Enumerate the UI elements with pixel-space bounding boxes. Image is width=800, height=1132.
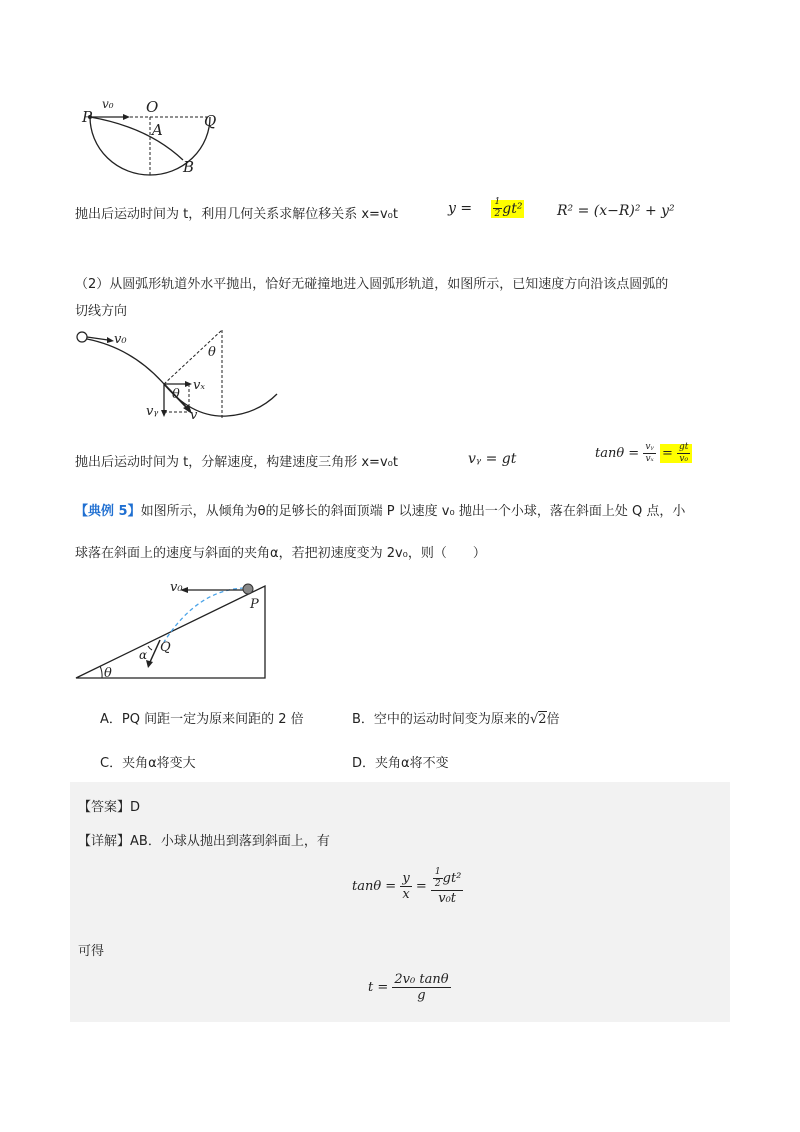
case2-text-a: （2）从圆弧形轨道外水平抛出，恰好无碰撞地进入圆弧形轨道，如图所示，已知速度方向沿该点圆弧的 <box>75 277 669 292</box>
line2-tan-equation <box>595 443 692 464</box>
eq1-frac2: $\frac{1}{2}$ gt² v₀t <box>431 868 464 905</box>
eq1-eq: = <box>415 879 427 894</box>
equation-t <box>368 973 451 1002</box>
eq1-frac1: $\frac{y}{x}$ <box>402 871 410 902</box>
fig1-label-o: O <box>146 98 159 116</box>
option-b-key: B． <box>352 712 374 727</box>
eq2-frac: $\frac{\text{2v₀ tanθ}}{g}$ <box>394 972 449 1003</box>
option-a-text: PQ 间距一定为原来间距的 2 倍 <box>121 712 304 727</box>
fig2-label-theta-bottom: θ <box>172 387 180 402</box>
fig3-label-p: P <box>250 597 259 612</box>
option-c[interactable] <box>100 752 196 771</box>
line1-y-highlight: $\frac{1}{2}$ gt² <box>491 200 525 218</box>
fig1-label-v0: v₀ <box>102 97 114 111</box>
fig3-label-v0: v₀ <box>170 580 183 595</box>
example-line-b: 球落在斜面上的速度与斜面的夹角α，若把初速度变为 2v₀，则（ ） <box>75 546 486 561</box>
line1-text: 抛出后运动时间为 t，利用几何关系求解位移关系 x=v₀t <box>75 207 398 222</box>
line1-y-equation <box>448 198 524 219</box>
line2-tan-frac1: $\frac{\text{vᵧ}}{\text{vₓ}}$ <box>645 442 654 464</box>
example-text-a: 如图所示，从倾角为θ的足够长的斜面顶端 P 以速度 v₀ 抛出一个小球，落在斜面上处 Q 点，小 <box>140 504 686 519</box>
eq1-lhs: tanθ = <box>352 879 397 894</box>
line2-tan-frac2: $\frac{gt}{\text{v₀}}$ <box>679 442 689 464</box>
fig1-label-p: P <box>82 108 93 126</box>
figure-arc-track <box>72 326 292 426</box>
option-c-key: C． <box>100 756 123 771</box>
option-b-text: 空中的运动时间变为原来的 <box>373 712 530 727</box>
option-d[interactable] <box>352 752 449 771</box>
fig3-label-theta: θ <box>104 666 112 681</box>
line2-tan-lhs: tanθ = <box>595 446 640 461</box>
option-b-tail: 倍 <box>546 712 560 727</box>
detail-text: AB．小球从抛出到落到斜面上，有 <box>130 834 330 849</box>
line2-tan-highlight: = $\frac{gt}{\text{v₀}}$ <box>660 444 692 463</box>
option-b-sqrt-sign: √ <box>529 712 539 727</box>
fig2-label-theta-top: θ <box>208 345 216 360</box>
example-tag-open: 【 <box>75 504 89 519</box>
detail-line <box>78 830 330 849</box>
line2-text: 抛出后运动时间为 t，分解速度，构建速度三角形 x=v₀t <box>75 455 398 470</box>
fig1-label-q: Q <box>204 112 217 130</box>
fig2-label-vy: vᵧ <box>146 404 159 419</box>
answer-line <box>78 796 140 815</box>
option-a[interactable] <box>100 708 304 727</box>
eq2-lhs: t = <box>368 980 389 995</box>
option-c-text: 夹角α将变大 <box>122 756 196 771</box>
kede-text: 可得 <box>78 944 105 959</box>
fig3-label-q: Q <box>160 640 171 655</box>
example-tag: 典例 5 <box>88 504 128 519</box>
line2-vy-equation: vᵧ = gt <box>468 451 517 467</box>
option-b-sqrt-value: 2 <box>538 712 547 727</box>
line1-y-frac: $\frac{1}{2}$ <box>494 197 501 219</box>
line1-y-lhs: y = <box>448 200 473 217</box>
fig1-label-b: B <box>183 158 195 176</box>
equation-tan-theta <box>352 868 463 905</box>
fig1-label-a: A <box>152 121 163 139</box>
answer-value: D <box>130 800 141 815</box>
case2-text-b: 切线方向 <box>75 304 128 319</box>
detail-label: 【详解】 <box>78 834 131 849</box>
example-tag-close: 】 <box>127 504 141 519</box>
option-d-text: 夹角α将不变 <box>375 756 449 771</box>
fig2-label-v0: v₀ <box>114 332 127 347</box>
option-b[interactable] <box>352 708 560 727</box>
option-d-key: D． <box>352 756 376 771</box>
fig2-label-vx: vₓ <box>193 378 205 393</box>
answer-label: 【答案】 <box>78 800 131 815</box>
example-line-a <box>75 500 685 519</box>
line1-r-equation: R² = (x−R)² + y² <box>557 203 675 219</box>
option-a-key: A． <box>100 712 122 727</box>
fig3-label-alpha: α <box>139 648 148 662</box>
fig2-label-v: v <box>190 408 198 423</box>
